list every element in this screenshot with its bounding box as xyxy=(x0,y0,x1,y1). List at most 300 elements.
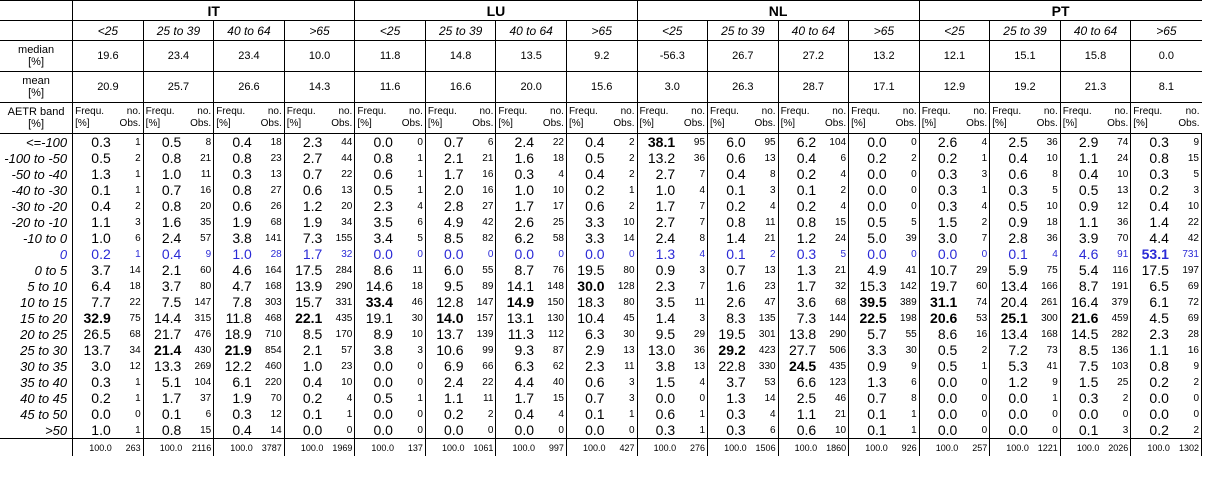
observations-cell: 39 xyxy=(891,230,919,246)
band-label: 5 to 10 xyxy=(0,278,73,294)
frequency-cell: 0.0 xyxy=(373,134,393,150)
observations-cell: 7 xyxy=(679,278,707,294)
frequency-cell: 18.9 xyxy=(224,326,252,342)
frequency-cell: 0.0 xyxy=(444,422,464,438)
stat-value: 23.4 xyxy=(143,41,214,72)
observations-cell: 220 xyxy=(256,374,284,390)
observations-cell: 12 xyxy=(256,406,284,422)
observations-cell: 21 xyxy=(820,406,848,422)
stat-row xyxy=(0,41,1202,72)
freq-header: Frequ. xyxy=(710,106,739,117)
frequency-cell: 0.2 xyxy=(1149,422,1169,438)
observations-cell: 5 xyxy=(891,214,919,230)
observations-cell: 70 xyxy=(256,390,284,406)
frequency-cell: 1.5 xyxy=(937,214,958,230)
frequency-cell: 9.5 xyxy=(655,326,676,342)
observations-cell: 460 xyxy=(256,358,284,374)
frequency-cell: 21.6 xyxy=(1071,310,1099,326)
stat-label-unit: [%] xyxy=(28,56,45,68)
observations-cell: 142 xyxy=(891,278,919,294)
observations-cell: 144 xyxy=(820,310,848,326)
frequency-cell: 2.7 xyxy=(302,150,323,166)
frequency-cell: 6.1 xyxy=(232,374,252,390)
freq-header: Frequ. xyxy=(1133,106,1163,117)
frequency-cell: 0.2 xyxy=(91,246,111,262)
observations-cell: 47 xyxy=(750,294,778,310)
observations-cell: 26 xyxy=(256,198,284,214)
observations-cell: 22 xyxy=(115,294,143,310)
observations-cell: 197 xyxy=(1173,262,1202,278)
obs-unit: Obs. xyxy=(613,118,635,129)
observations-cell: 435 xyxy=(820,358,848,374)
observations-cell: 15 xyxy=(185,422,213,439)
frequency-cell: 1.7 xyxy=(444,166,464,182)
frequency-cell: 1.1 xyxy=(796,406,817,422)
frequency-cell: 13.1 xyxy=(506,310,535,326)
band-row xyxy=(0,294,1202,310)
freq-obs-header xyxy=(143,103,214,134)
frequency-cell: 5.7 xyxy=(867,326,887,342)
frequency-cell: 0.0 xyxy=(655,390,676,406)
frequency-cell: 1.1 xyxy=(1149,342,1169,358)
observations-cell: 11 xyxy=(679,294,707,310)
freq-unit: [%] xyxy=(710,118,725,129)
observations-cell: 76 xyxy=(538,262,566,278)
observations-cell: 0 xyxy=(397,374,425,390)
observations-cell: 303 xyxy=(256,294,284,310)
frequency-cell: 14.9 xyxy=(506,294,535,310)
frequency-cell: 0.4 xyxy=(161,246,182,262)
stat-value: 17.1 xyxy=(849,72,920,103)
observations-cell: 68 xyxy=(115,326,143,342)
observations-cell: 60 xyxy=(185,262,213,278)
band-label: 15 to 20 xyxy=(0,310,73,326)
observations-cell: 166 xyxy=(1032,278,1060,294)
frequency-cell: 0.6 xyxy=(655,406,676,422)
observations-cell: 8 xyxy=(185,134,213,151)
frequency-cell: 13.7 xyxy=(436,326,464,342)
frequency-cell: 0.2 xyxy=(796,166,817,182)
frequency-cell: 0.3 xyxy=(655,422,676,438)
observations-cell: 4 xyxy=(538,406,566,422)
corner-cell xyxy=(0,1,73,21)
band-row xyxy=(0,230,1202,246)
observations-cell: 0 xyxy=(326,422,355,439)
obs-unit: Obs. xyxy=(895,118,917,129)
frequency-cell: 2.3 xyxy=(585,358,605,374)
frequency-cell: 0.0 xyxy=(373,374,393,390)
observations-cell: 9 xyxy=(1173,134,1202,151)
observations-cell: 290 xyxy=(326,278,355,294)
frequency-cell: 0.0 xyxy=(302,422,323,438)
obs-header: no. xyxy=(197,106,212,117)
band-row xyxy=(0,214,1202,230)
frequency-cell: 0.3 xyxy=(937,182,958,198)
observations-cell: 8 xyxy=(1032,166,1060,182)
frequency-cell: 30.0 xyxy=(577,278,605,294)
observations-cell: 82 xyxy=(467,230,495,246)
band-row xyxy=(0,326,1202,342)
observations-cell: 2 xyxy=(609,166,637,182)
observations-cell: 45 xyxy=(609,310,637,326)
freq-header: Frequ. xyxy=(145,106,175,117)
band-row xyxy=(0,406,1202,422)
band-label: -10 to 0 xyxy=(0,230,73,246)
frequency-cell: 7.7 xyxy=(91,294,111,310)
obs-unit: Obs. xyxy=(119,118,141,129)
stat-value: 20.0 xyxy=(496,72,567,103)
frequency-cell: 10.7 xyxy=(930,262,958,278)
frequency-cell: 8.6 xyxy=(937,326,958,342)
frequency-cell: 12.8 xyxy=(436,294,464,310)
frequency-cell: 0.0 xyxy=(373,358,393,374)
stat-value: 11.8 xyxy=(355,41,426,72)
observations-cell: 0 xyxy=(961,390,989,406)
band-header-label xyxy=(0,103,73,134)
freq-unit: [%] xyxy=(145,118,161,129)
age-group-header: 40 to 64 xyxy=(1060,21,1131,41)
observations-cell: 0 xyxy=(397,246,425,262)
stat-row xyxy=(0,72,1202,103)
stat-value: 20.9 xyxy=(73,72,144,103)
total-observations: 427 xyxy=(609,439,637,457)
total-frequency: 100.0 xyxy=(708,439,750,457)
observations-cell: 379 xyxy=(1102,294,1130,310)
observations-cell: 21 xyxy=(185,150,213,166)
band-label: <=-100 xyxy=(0,134,73,151)
observations-cell: 13 xyxy=(326,182,355,198)
frequency-cell: 6.0 xyxy=(726,134,746,150)
observations-cell: 68 xyxy=(820,294,848,310)
frequency-cell: 8.5 xyxy=(444,230,464,246)
frequency-cell: 0.1 xyxy=(726,246,746,262)
frequency-cell: 6.2 xyxy=(514,230,535,246)
frequency-cell: 6.9 xyxy=(444,358,464,374)
freq-unit: [%] xyxy=(286,118,302,129)
observations-cell: 0 xyxy=(679,390,707,406)
observations-cell: 36 xyxy=(679,150,707,166)
frequency-cell: 13.0 xyxy=(647,342,676,358)
frequency-cell: 0.1 xyxy=(302,406,323,422)
frequency-cell: 1.1 xyxy=(1078,214,1099,230)
frequency-cell: 19.5 xyxy=(718,326,746,342)
observations-cell: 0 xyxy=(397,422,425,439)
observations-cell: 4 xyxy=(961,198,989,214)
observations-cell: 11 xyxy=(750,214,778,230)
frequency-cell: 0.0 xyxy=(585,422,605,438)
frequency-cell: 3.7 xyxy=(726,374,746,390)
observations-cell: 0 xyxy=(891,166,919,182)
observations-cell: 290 xyxy=(820,326,848,342)
observations-cell: 3 xyxy=(1173,182,1202,198)
observations-cell: 7 xyxy=(679,214,707,230)
obs-unit: Obs. xyxy=(542,118,564,129)
frequency-cell: 3.3 xyxy=(867,342,887,358)
band-label: -40 to -30 xyxy=(0,182,73,198)
stat-label xyxy=(0,72,73,103)
observations-cell: 136 xyxy=(1102,342,1130,358)
stat-value: 14.8 xyxy=(425,41,496,72)
frequency-cell: 0.8 xyxy=(796,214,817,230)
observations-cell: 55 xyxy=(891,326,919,342)
frequency-cell: 0.1 xyxy=(91,182,111,198)
frequency-cell: 0.7 xyxy=(444,134,464,150)
frequency-cell: 0.4 xyxy=(1078,166,1099,182)
frequency-cell: 15.7 xyxy=(295,294,323,310)
totals-label-cell xyxy=(0,439,73,457)
total-frequency: 100.0 xyxy=(990,439,1032,457)
total-observations: 1221 xyxy=(1032,439,1060,457)
frequency-cell: 1.0 xyxy=(91,230,111,246)
observations-cell: 0 xyxy=(961,246,989,262)
total-observations: 2026 xyxy=(1102,439,1130,457)
frequency-cell: 2.3 xyxy=(655,278,676,294)
frequency-cell: 0.5 xyxy=(867,214,887,230)
freq-header: Frequ. xyxy=(851,106,881,117)
band-row xyxy=(0,390,1202,406)
obs-unit: Obs. xyxy=(472,118,494,129)
frequency-cell: 22.8 xyxy=(718,358,746,374)
band-row xyxy=(0,246,1202,262)
observations-cell: 41 xyxy=(1032,358,1060,374)
freq-header: Frequ. xyxy=(921,106,951,117)
obs-header: no. xyxy=(126,106,141,117)
observations-cell: 75 xyxy=(1032,262,1060,278)
frequency-cell: 4.4 xyxy=(514,374,535,390)
obs-header: no. xyxy=(1114,106,1129,117)
frequency-cell: 0.4 xyxy=(302,374,323,390)
observations-cell: 34 xyxy=(326,214,355,230)
observations-cell: 16 xyxy=(961,326,989,342)
obs-header: no. xyxy=(691,106,706,117)
observations-cell: 10 xyxy=(538,182,566,198)
band-row xyxy=(0,358,1202,374)
stat-label-name: mean xyxy=(22,75,50,87)
observations-cell: 40 xyxy=(538,374,566,390)
observations-cell: 12 xyxy=(115,358,143,374)
frequency-cell: 0.4 xyxy=(726,166,746,182)
frequency-cell: 0.4 xyxy=(91,198,111,214)
observations-cell: 1 xyxy=(609,182,637,198)
frequency-cell: 29.2 xyxy=(718,342,746,358)
observations-cell: 2 xyxy=(1173,374,1202,390)
stat-value: 10.0 xyxy=(284,41,355,72)
frequency-cell: 16.4 xyxy=(1071,294,1099,310)
observations-cell: 468 xyxy=(256,310,284,326)
frequency-cell: 3.3 xyxy=(585,230,605,246)
observations-cell: 0 xyxy=(961,422,989,439)
observations-cell: 7 xyxy=(679,166,707,182)
observations-cell: 155 xyxy=(326,230,355,246)
observations-cell: 23 xyxy=(750,278,778,294)
observations-cell: 9 xyxy=(1173,358,1202,374)
frequency-cell: 1.5 xyxy=(655,374,676,390)
stat-value: 15.6 xyxy=(566,72,637,103)
observations-cell: 2 xyxy=(609,134,637,151)
observations-cell: 34 xyxy=(115,342,143,358)
frequency-cell: 0.2 xyxy=(1149,182,1169,198)
observations-cell: 14 xyxy=(256,422,284,439)
frequency-cell: 3.5 xyxy=(655,294,676,310)
frequency-cell: 0.0 xyxy=(937,390,958,406)
observations-cell: 13 xyxy=(609,342,637,358)
observations-cell: 0 xyxy=(397,134,425,151)
observations-cell: 46 xyxy=(820,390,848,406)
frequency-cell: 0.0 xyxy=(373,246,393,262)
frequency-cell: 0.9 xyxy=(1078,198,1099,214)
observations-cell: 28 xyxy=(1173,326,1202,342)
observations-cell: 164 xyxy=(256,262,284,278)
frequency-cell: 8.9 xyxy=(373,326,393,342)
frequency-cell: 0.4 xyxy=(1149,198,1169,214)
frequency-cell: 0.3 xyxy=(232,166,252,182)
observations-cell: 3 xyxy=(961,166,989,182)
observations-cell: 21 xyxy=(750,230,778,246)
freq-unit: [%] xyxy=(427,118,443,129)
observations-cell: 269 xyxy=(185,358,213,374)
frequency-cell: 19.7 xyxy=(930,278,958,294)
freq-header: Frequ. xyxy=(216,106,246,117)
frequency-cell: 0.8 xyxy=(1149,150,1169,166)
obs-header: no. xyxy=(1185,106,1200,117)
observations-cell: 80 xyxy=(185,278,213,294)
total-observations: 3787 xyxy=(256,439,284,457)
frequency-cell: 4.4 xyxy=(1149,230,1169,246)
frequency-cell: 0.4 xyxy=(585,134,605,150)
observations-cell: 18 xyxy=(538,150,566,166)
frequency-cell: 6.3 xyxy=(585,326,605,342)
obs-header: no. xyxy=(832,106,847,117)
frequency-cell: 5.3 xyxy=(1008,358,1028,374)
frequency-cell: 0.5 xyxy=(1078,182,1099,198)
total-frequency: 100.0 xyxy=(143,439,185,457)
observations-cell: 10 xyxy=(397,326,425,342)
observations-cell: 27 xyxy=(467,198,495,214)
frequency-cell: 6.1 xyxy=(1149,294,1169,310)
total-frequency: 100.0 xyxy=(284,439,326,457)
age-group-header: >65 xyxy=(284,21,355,41)
frequency-cell: 3.0 xyxy=(91,358,111,374)
band-label: 35 to 40 xyxy=(0,374,73,390)
band-row xyxy=(0,342,1202,358)
observations-cell: 41 xyxy=(891,262,919,278)
stat-label-name: median xyxy=(18,44,55,56)
age-group-header: 40 to 64 xyxy=(214,21,285,41)
observations-cell: 170 xyxy=(326,326,355,342)
frequency-cell: 1.7 xyxy=(655,198,676,214)
band-label: 20 to 25 xyxy=(0,326,73,342)
frequency-cell: 1.0 xyxy=(232,246,252,262)
observations-cell: 168 xyxy=(256,278,284,294)
freq-unit: [%] xyxy=(921,118,937,129)
frequency-cell: 0.0 xyxy=(373,422,393,438)
observations-cell: 731 xyxy=(1173,246,1202,262)
observations-cell: 261 xyxy=(1032,294,1060,310)
freq-obs-header xyxy=(425,103,496,134)
frequency-cell: 0.9 xyxy=(1008,214,1028,230)
observations-cell: 7 xyxy=(679,198,707,214)
observations-cell: 1 xyxy=(397,182,425,198)
frequency-cell: 1.6 xyxy=(514,150,535,166)
observations-cell: 9 xyxy=(891,358,919,374)
frequency-cell: 3.8 xyxy=(655,358,676,374)
band-row xyxy=(0,166,1202,182)
band-header-unit: [%] xyxy=(28,118,45,130)
frequency-cell: 0.6 xyxy=(585,198,605,214)
frequency-cell: 19.5 xyxy=(577,262,605,278)
total-frequency: 100.0 xyxy=(566,439,608,457)
frequency-cell: 0.7 xyxy=(726,262,746,278)
observations-cell: 4 xyxy=(326,390,355,406)
observations-cell: 22 xyxy=(1173,214,1202,230)
observations-cell: 53 xyxy=(750,374,778,390)
frequency-cell: 0.4 xyxy=(232,422,252,438)
frequency-cell: 1.4 xyxy=(655,310,676,326)
freq-unit: [%] xyxy=(216,118,231,129)
frequency-cell: 2.9 xyxy=(1078,134,1099,150)
frequency-cell: 0.8 xyxy=(161,198,182,214)
band-row xyxy=(0,198,1202,214)
band-label: 25 to 30 xyxy=(0,342,73,358)
observations-cell: 1 xyxy=(115,182,143,198)
band-label: 45 to 50 xyxy=(0,406,73,422)
band-row xyxy=(0,262,1202,278)
observations-cell: 13 xyxy=(750,150,778,166)
observations-cell: 18 xyxy=(397,278,425,294)
total-observations: 257 xyxy=(961,439,989,457)
frequency-cell: 0.0 xyxy=(1008,422,1028,438)
frequency-cell: 1.7 xyxy=(796,278,817,294)
stat-value: 27.2 xyxy=(778,41,849,72)
observations-cell: 44 xyxy=(326,150,355,166)
observations-cell: 80 xyxy=(609,294,637,310)
total-observations: 263 xyxy=(115,439,143,457)
observations-cell: 284 xyxy=(326,262,355,278)
frequency-cell: 1.9 xyxy=(302,214,323,230)
total-observations: 1506 xyxy=(750,439,778,457)
frequency-cell: 5.1 xyxy=(161,374,182,390)
observations-cell: 2 xyxy=(1173,422,1202,439)
frequency-cell: 0.0 xyxy=(1149,406,1169,422)
frequency-cell: 4.7 xyxy=(232,278,252,294)
observations-cell: 10 xyxy=(1032,198,1060,214)
stat-value: 9.2 xyxy=(566,41,637,72)
observations-cell: 1 xyxy=(961,358,989,374)
frequency-cell: 7.3 xyxy=(796,310,817,326)
obs-unit: Obs. xyxy=(1107,118,1129,129)
freq-header: Frequ. xyxy=(1062,106,1092,117)
frequency-cell: 0.1 xyxy=(796,182,817,198)
frequency-cell: 9.5 xyxy=(444,278,464,294)
observations-cell: 74 xyxy=(1102,134,1130,151)
frequency-cell: 0.6 xyxy=(302,182,323,198)
country-header: IT xyxy=(73,1,355,21)
frequency-cell: 21.9 xyxy=(224,342,252,358)
observations-cell: 13 xyxy=(679,358,707,374)
observations-cell: 4 xyxy=(679,246,707,262)
frequency-cell: 0.1 xyxy=(867,422,887,438)
obs-unit: Obs. xyxy=(260,118,282,129)
observations-cell: 30 xyxy=(609,326,637,342)
observations-cell: 12 xyxy=(1102,198,1130,214)
observations-cell: 20 xyxy=(185,198,213,214)
frequency-cell: 14.6 xyxy=(365,278,393,294)
observations-cell: 3 xyxy=(679,310,707,326)
frequency-cell: 0.7 xyxy=(302,166,323,182)
frequency-cell: 4.9 xyxy=(867,262,887,278)
observations-cell: 476 xyxy=(185,326,213,342)
frequency-cell: 0.0 xyxy=(514,246,535,262)
